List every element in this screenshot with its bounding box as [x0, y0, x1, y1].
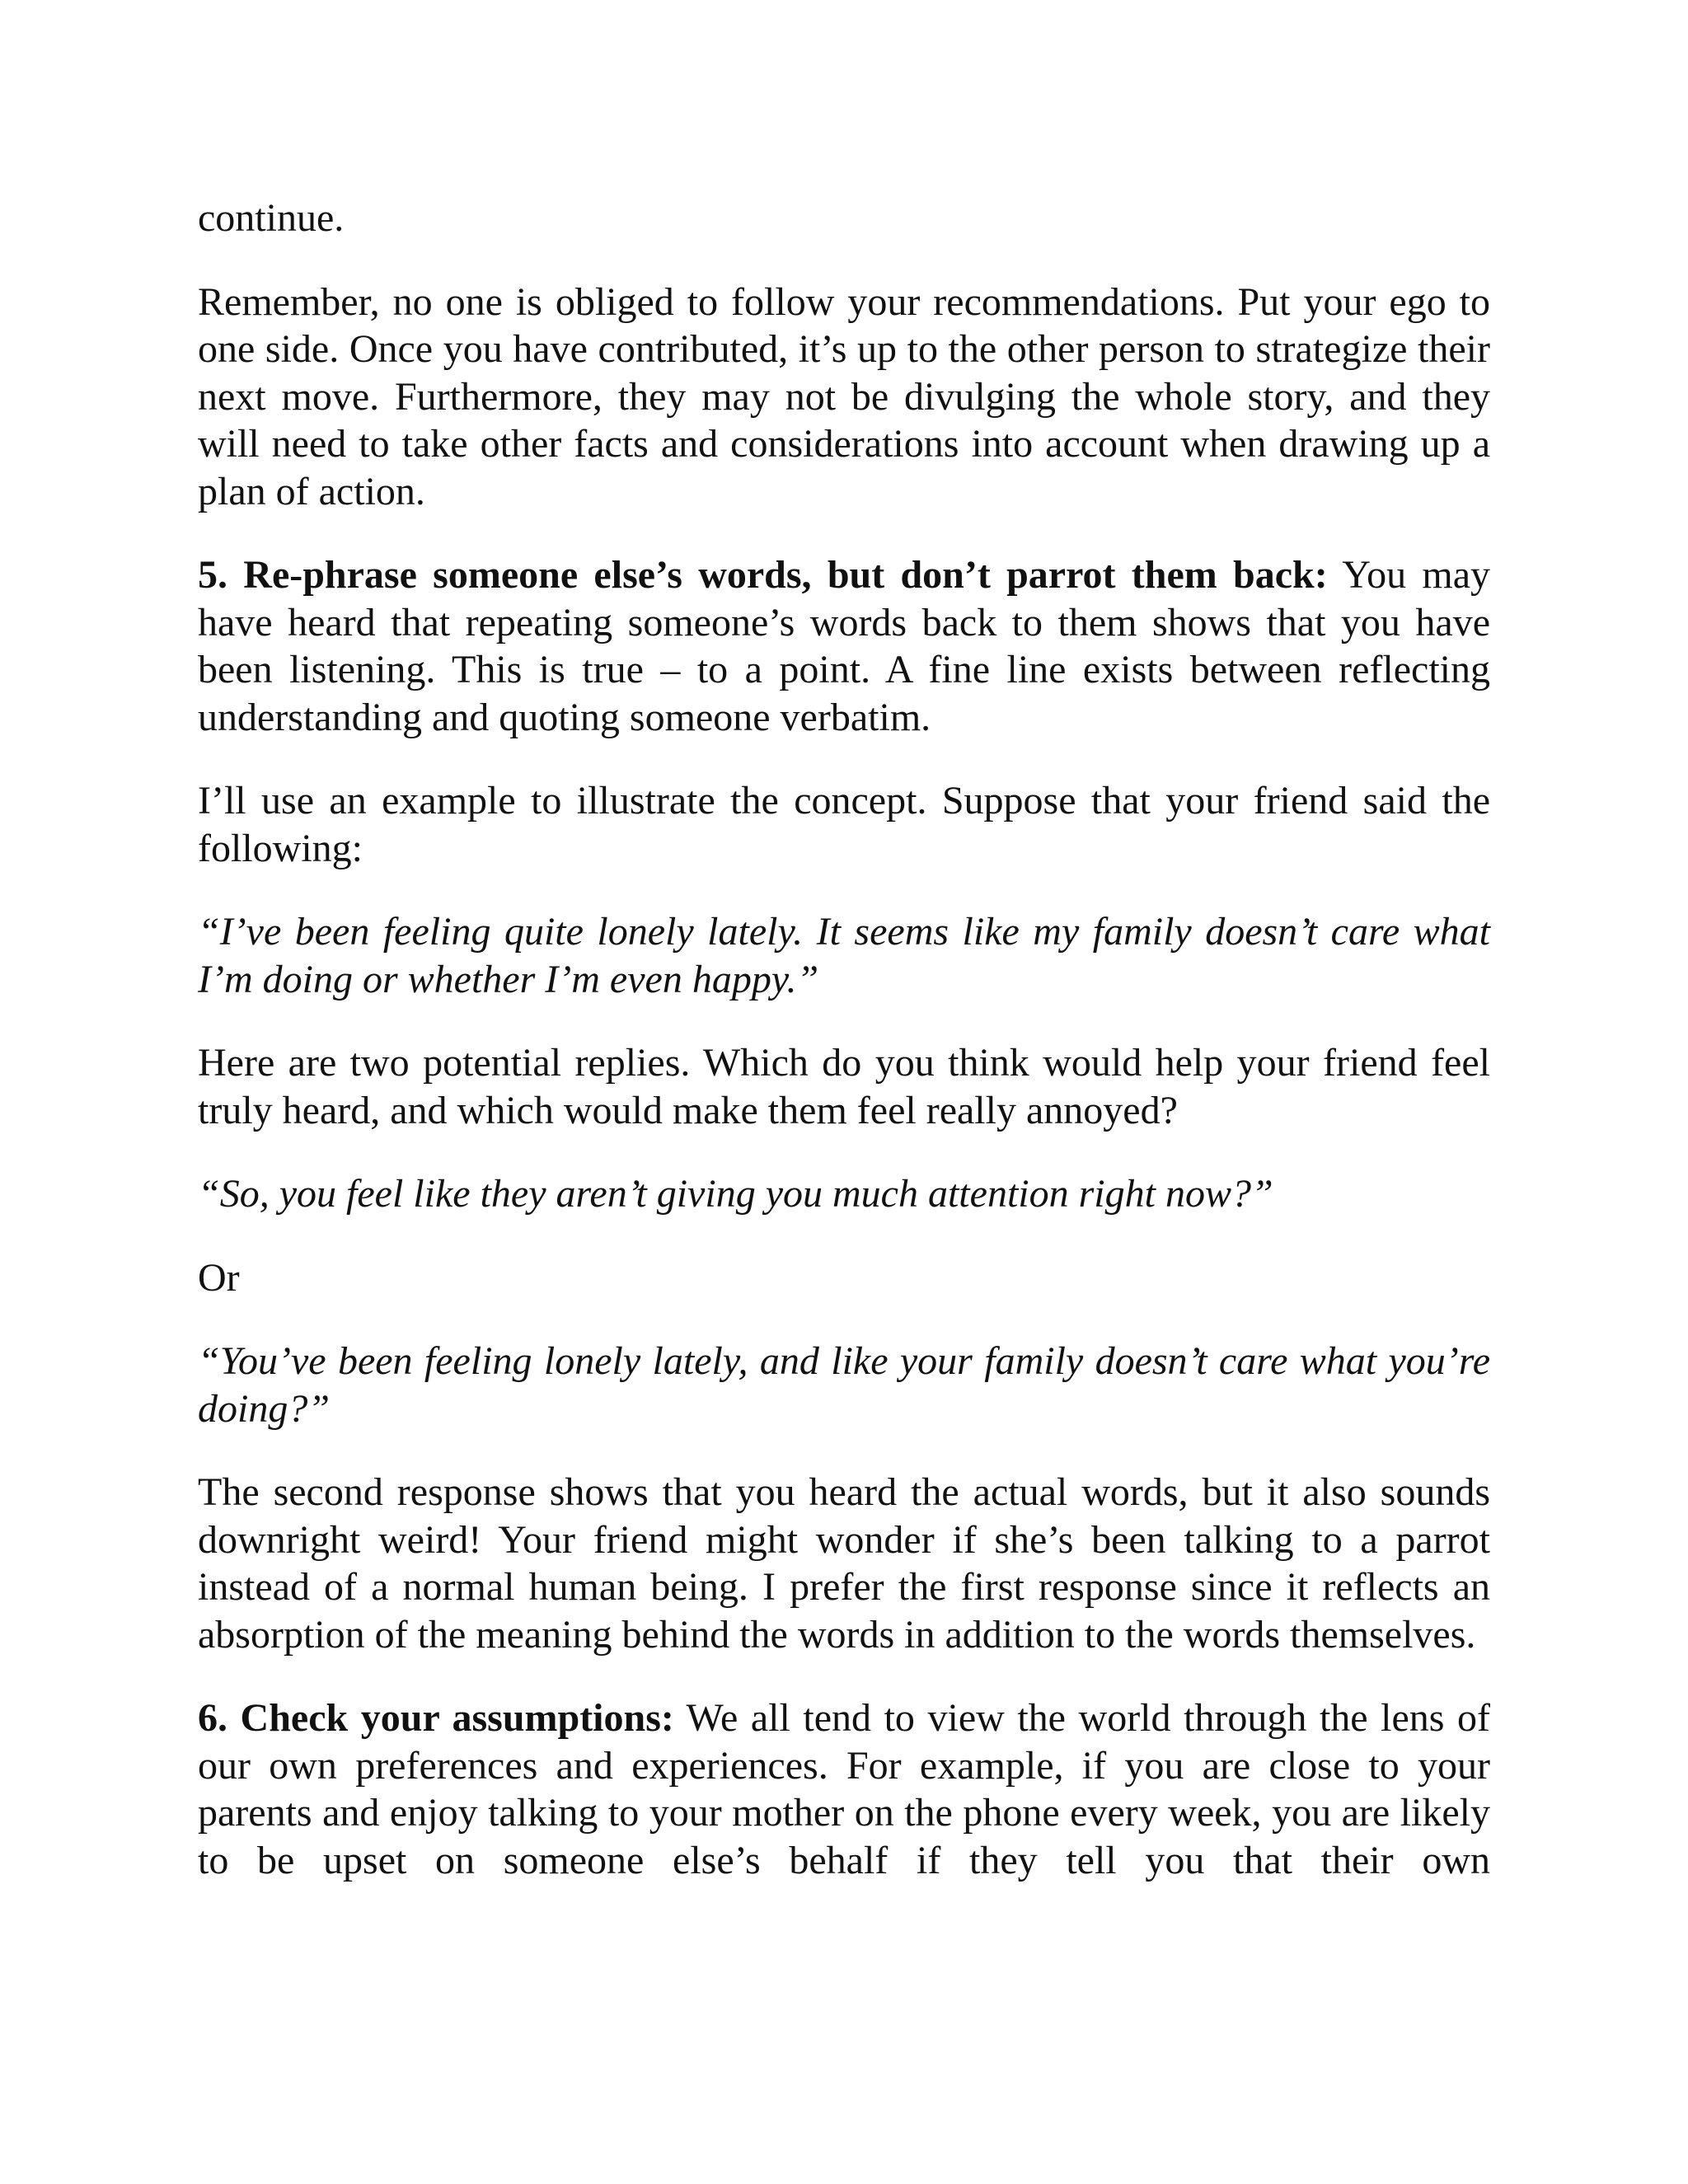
paragraph-ego: Remember, no one is obliged to follow your recommendations. Put your ego to one side. Once you have contributed, it’s up to the other person to strategize their next move. Furthermore, they may not be divulging the whole story, and they will need to take other facts and considerations into account when drawing up a plan of action.: [198, 279, 1490, 513]
quote-reply-1: “So, you feel like they aren’t giving you much attention right now?”: [198, 1172, 1273, 1216]
quote-friend: “I’ve been feeling quite lonely lately. It seems like my family doesn’t care what I’m doing or whether I’m even happy.”: [198, 910, 1490, 1001]
tip-5-heading: 5. Re-phrase someone else’s words, but don’t parrot them back:: [198, 553, 1328, 597]
paragraph-tip-5: [198, 551, 1490, 741]
tip-5-body: You may have heard that repeating someone’s words back to them shows that you have been listening. This is true – to a point. A fine line exists between reflecting understanding and quoting someone verbatim.: [198, 553, 1491, 739]
paragraph-second-response: The second response shows that you heard the actual words, but it also sounds downright weird! Your friend might wonder if she’s been talking to a parrot instead of a normal human being. I prefer the first response since it reflects an absorption of the meaning behind the words in addition to the words themselves.: [198, 1470, 1490, 1657]
paragraph-two-replies: Here are two potential replies. Which do you think would help your friend feel truly heard, and which would make them feel really annoyed?: [198, 1041, 1490, 1132]
paragraph-example-intro: I’ll use an example to illustrate the concept. Suppose that your friend said the following:: [198, 779, 1490, 870]
paragraph-tip-6: [198, 1694, 1490, 1884]
document-page: [198, 194, 1490, 1920]
paragraph-continuation: continue.: [198, 196, 345, 240]
quote-reply-2: “You’ve been feeling lonely lately, and like your family doesn’t care what you’re doing?”: [198, 1339, 1490, 1431]
paragraph-or: Or: [198, 1255, 240, 1300]
tip-6-heading: 6. Check your assumptions:: [198, 1696, 674, 1740]
tip-6-body: We all tend to view the world through the lens of our own preferences and experiences. For example, if you are close to your parents and enjoy talking to your mother on the phone every week, you are likely to be upset on someone else’s behalf if they tell you that their own: [198, 1696, 1490, 1882]
